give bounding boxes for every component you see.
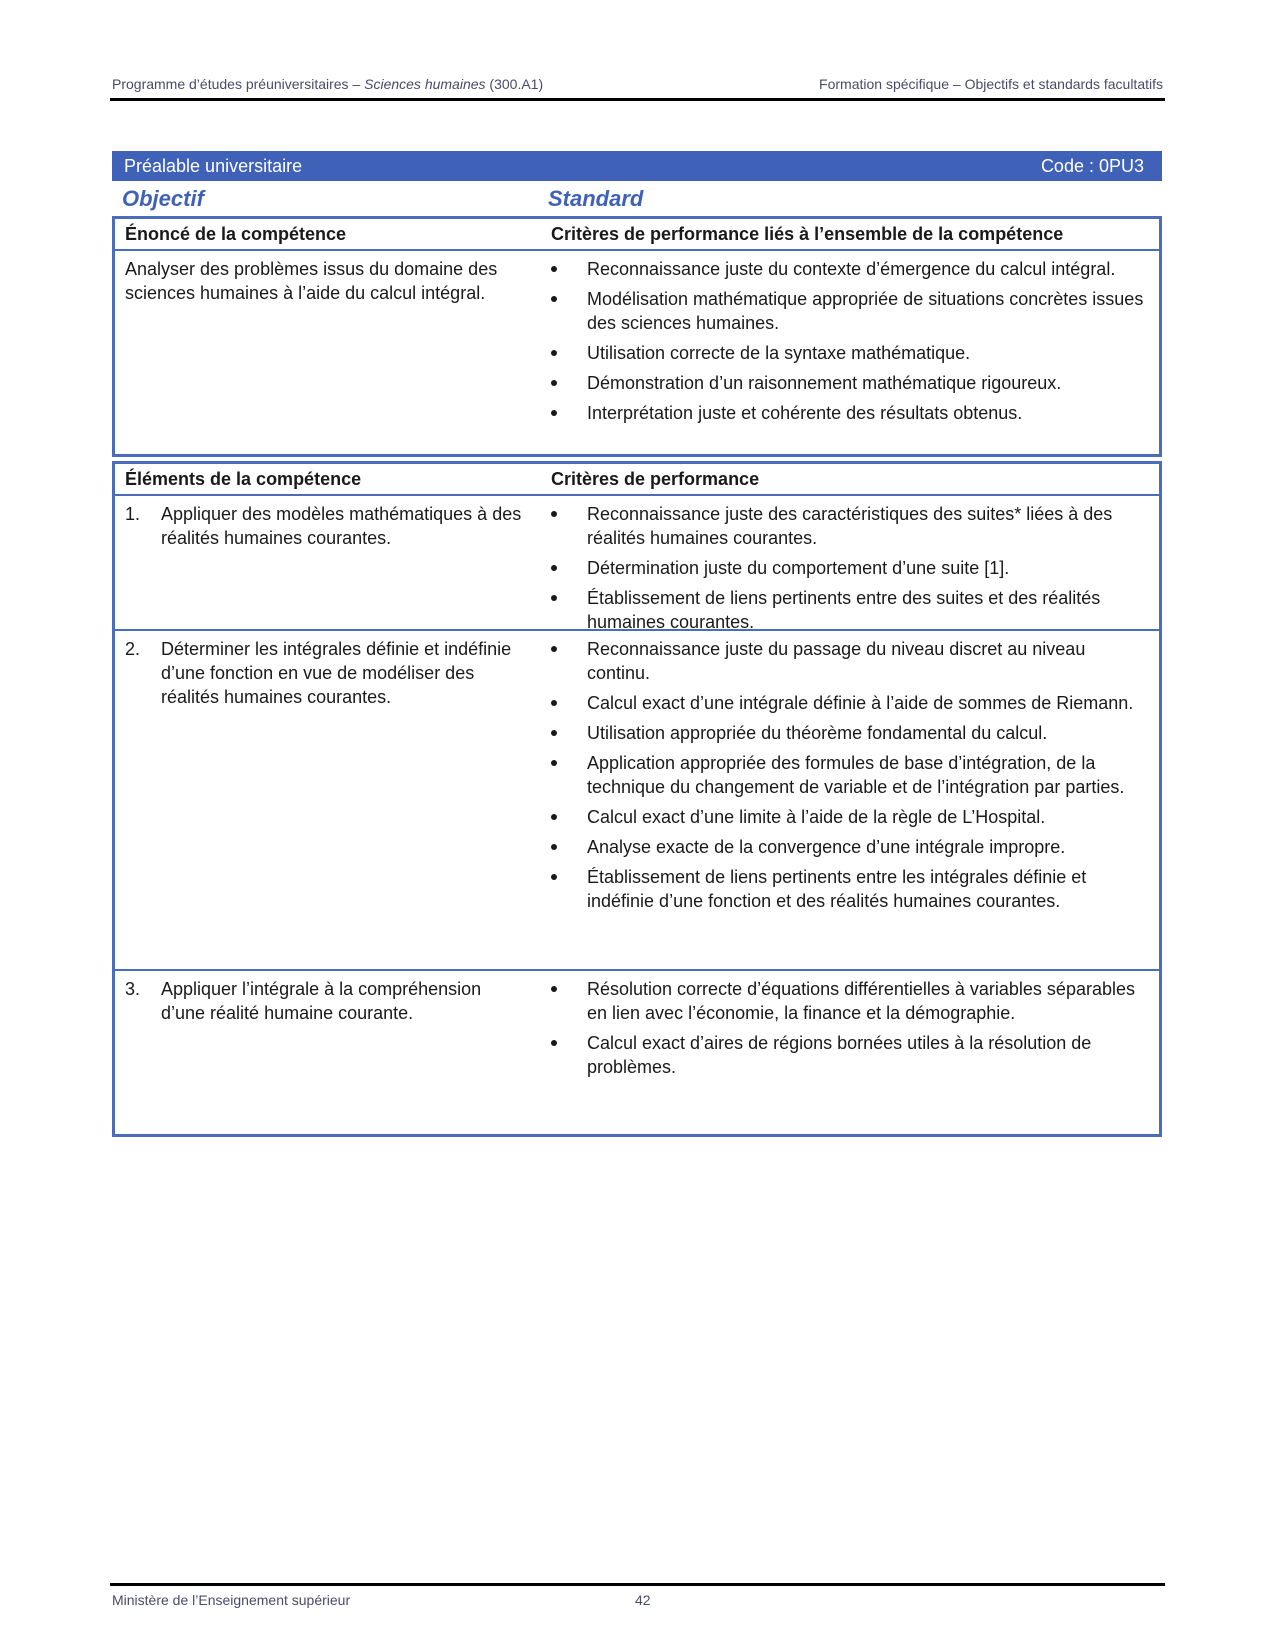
standard-heading: Standard: [548, 186, 644, 211]
competence-criteria-list: [551, 257, 1151, 425]
banner-title: Préalable universitaire: [124, 156, 303, 176]
elements-table: [112, 461, 1162, 1137]
bullet-icon: [551, 646, 557, 652]
bullet-icon: [551, 986, 557, 992]
bullet-icon: [551, 350, 557, 356]
criterion-item: [551, 401, 1151, 425]
bullet-icon: [551, 410, 557, 416]
criterion-item: [551, 637, 1151, 685]
element-number: 2.: [125, 639, 141, 659]
bullet-icon: [551, 296, 557, 302]
element-statement: [125, 637, 525, 709]
header-prefix: Programme d’études préuniversitaires –: [112, 76, 365, 92]
bullet-icon: [551, 844, 557, 850]
criterion-text: Calcul exact d’une limite à l’aide de la règle de L’Hospital.: [587, 807, 1046, 827]
element-row: [115, 496, 1159, 631]
criterion-item: [551, 556, 1151, 580]
competence-header-row: [115, 219, 1159, 251]
competence-table: [112, 216, 1162, 457]
criterion-item: [551, 586, 1151, 634]
criterion-text: Modélisation mathématique appropriée de situations concrètes issues des sciences humaines.: [587, 289, 1144, 333]
criterion-item: [551, 691, 1151, 715]
criterion-text: Calcul exact d’une intégrale définie à l’aide de sommes de Riemann.: [587, 693, 1134, 713]
criterion-item: [551, 835, 1151, 859]
bullet-icon: [551, 1040, 557, 1046]
bullet-icon: [551, 760, 557, 766]
criterion-item: [551, 805, 1151, 829]
bullet-icon: [551, 595, 557, 601]
element-number: 3.: [125, 979, 141, 999]
elements-body: [115, 496, 1159, 1101]
elements-header-left: Éléments de la compétence: [125, 469, 362, 489]
bullet-icon: [551, 565, 557, 571]
element-statement: [125, 502, 525, 550]
criterion-item: [551, 341, 1151, 365]
elements-header-right: Critères de performance: [551, 469, 760, 489]
bullet-icon: [551, 874, 557, 880]
criterion-text: Établissement de liens pertinents entre des suites et des réalités humaines courantes.: [587, 588, 1101, 632]
criterion-text: Utilisation appropriée du théorème fondamental du calcul.: [587, 723, 1048, 743]
criterion-text: Calcul exact d’aires de régions bornées utiles à la résolution de problèmes.: [587, 1033, 1092, 1077]
criterion-text: Détermination juste du comportement d’une suite [1].: [587, 558, 1010, 578]
element-criteria-list: [551, 637, 1151, 913]
criterion-item: [551, 371, 1151, 395]
element-number: 1.: [125, 504, 141, 524]
competence-header-left: Énoncé de la compétence: [125, 224, 347, 244]
header-program-name: Sciences humaines: [364, 76, 486, 92]
page-number: 42: [635, 1592, 651, 1608]
competence-statement: Analyser des problèmes issus du domaine des sciences humaines à l’aide du calcul intégral.: [125, 259, 498, 303]
criterion-text: Reconnaissance juste des caractéristiques des suites* liées à des réalités humaines courantes.: [587, 504, 1113, 548]
criterion-text: Application appropriée des formules de base d’intégration, de la technique du changement de variable et de l’intégration par parties.: [587, 753, 1125, 797]
bullet-icon: [551, 700, 557, 706]
criterion-text: Reconnaissance juste du contexte d’émergence du calcul intégral.: [587, 259, 1116, 279]
bullet-icon: [551, 814, 557, 820]
criterion-item: [551, 1031, 1151, 1079]
criterion-text: Établissement de liens pertinents entre les intégrales définie et indéfinie d’une fonction et des réalités humaines courantes.: [587, 867, 1087, 911]
elements-header-row: [115, 464, 1159, 496]
criterion-text: Utilisation correcte de la syntaxe mathématique.: [587, 343, 971, 363]
header-section-title: Formation spécifique – Objectifs et standards facultatifs: [819, 76, 1163, 92]
footer-ministry: Ministère de l’Enseignement supérieur: [112, 1592, 351, 1608]
criterion-text: Analyse exacte de la convergence d’une intégrale impropre.: [587, 837, 1066, 857]
element-text: Appliquer l’intégrale à la compréhension d’une réalité humaine courante.: [161, 979, 482, 1023]
criterion-item: [551, 977, 1151, 1025]
bullet-icon: [551, 730, 557, 736]
course-banner: [112, 151, 1162, 181]
criterion-item: [551, 502, 1151, 550]
bullet-icon: [551, 380, 557, 386]
criterion-item: [551, 865, 1151, 913]
element-row: [115, 971, 1159, 1101]
criterion-text: Reconnaissance juste du passage du niveau discret au niveau continu.: [587, 639, 1086, 683]
element-row: [115, 631, 1159, 971]
bullet-icon: [551, 266, 557, 272]
objectif-heading: Objectif: [122, 186, 204, 211]
competence-body: [115, 251, 1159, 451]
criterion-text: Résolution correcte d’équations différentielles à variables séparables en lien avec l’économie, la finance et la démographie.: [587, 979, 1135, 1023]
element-criteria-list: [551, 502, 1151, 634]
running-footer: [110, 1583, 1165, 1616]
element-criteria-list: [551, 977, 1151, 1079]
bullet-icon: [551, 511, 557, 517]
criterion-item: [551, 721, 1151, 745]
criterion-item: [551, 257, 1151, 281]
criterion-item: [551, 287, 1151, 335]
competence-header-right: Critères de performance liés à l’ensemble de la compétence: [551, 224, 1064, 244]
element-text: Appliquer des modèles mathématiques à des réalités humaines courantes.: [161, 504, 522, 548]
element-statement: [125, 977, 525, 1025]
criterion-text: Démonstration d’un raisonnement mathématique rigoureux.: [587, 373, 1062, 393]
header-program-title: [112, 76, 543, 92]
criterion-text: Interprétation juste et cohérente des résultats obtenus.: [587, 403, 1023, 423]
banner-code: Code : 0PU3: [1040, 156, 1144, 176]
running-header: [110, 76, 1165, 101]
criterion-item: [551, 751, 1151, 799]
element-text: Déterminer les intégrales définie et indéfinie d’une fonction en vue de modéliser des réalités humaines courantes.: [161, 639, 512, 707]
header-suffix: (300.A1): [485, 76, 544, 92]
